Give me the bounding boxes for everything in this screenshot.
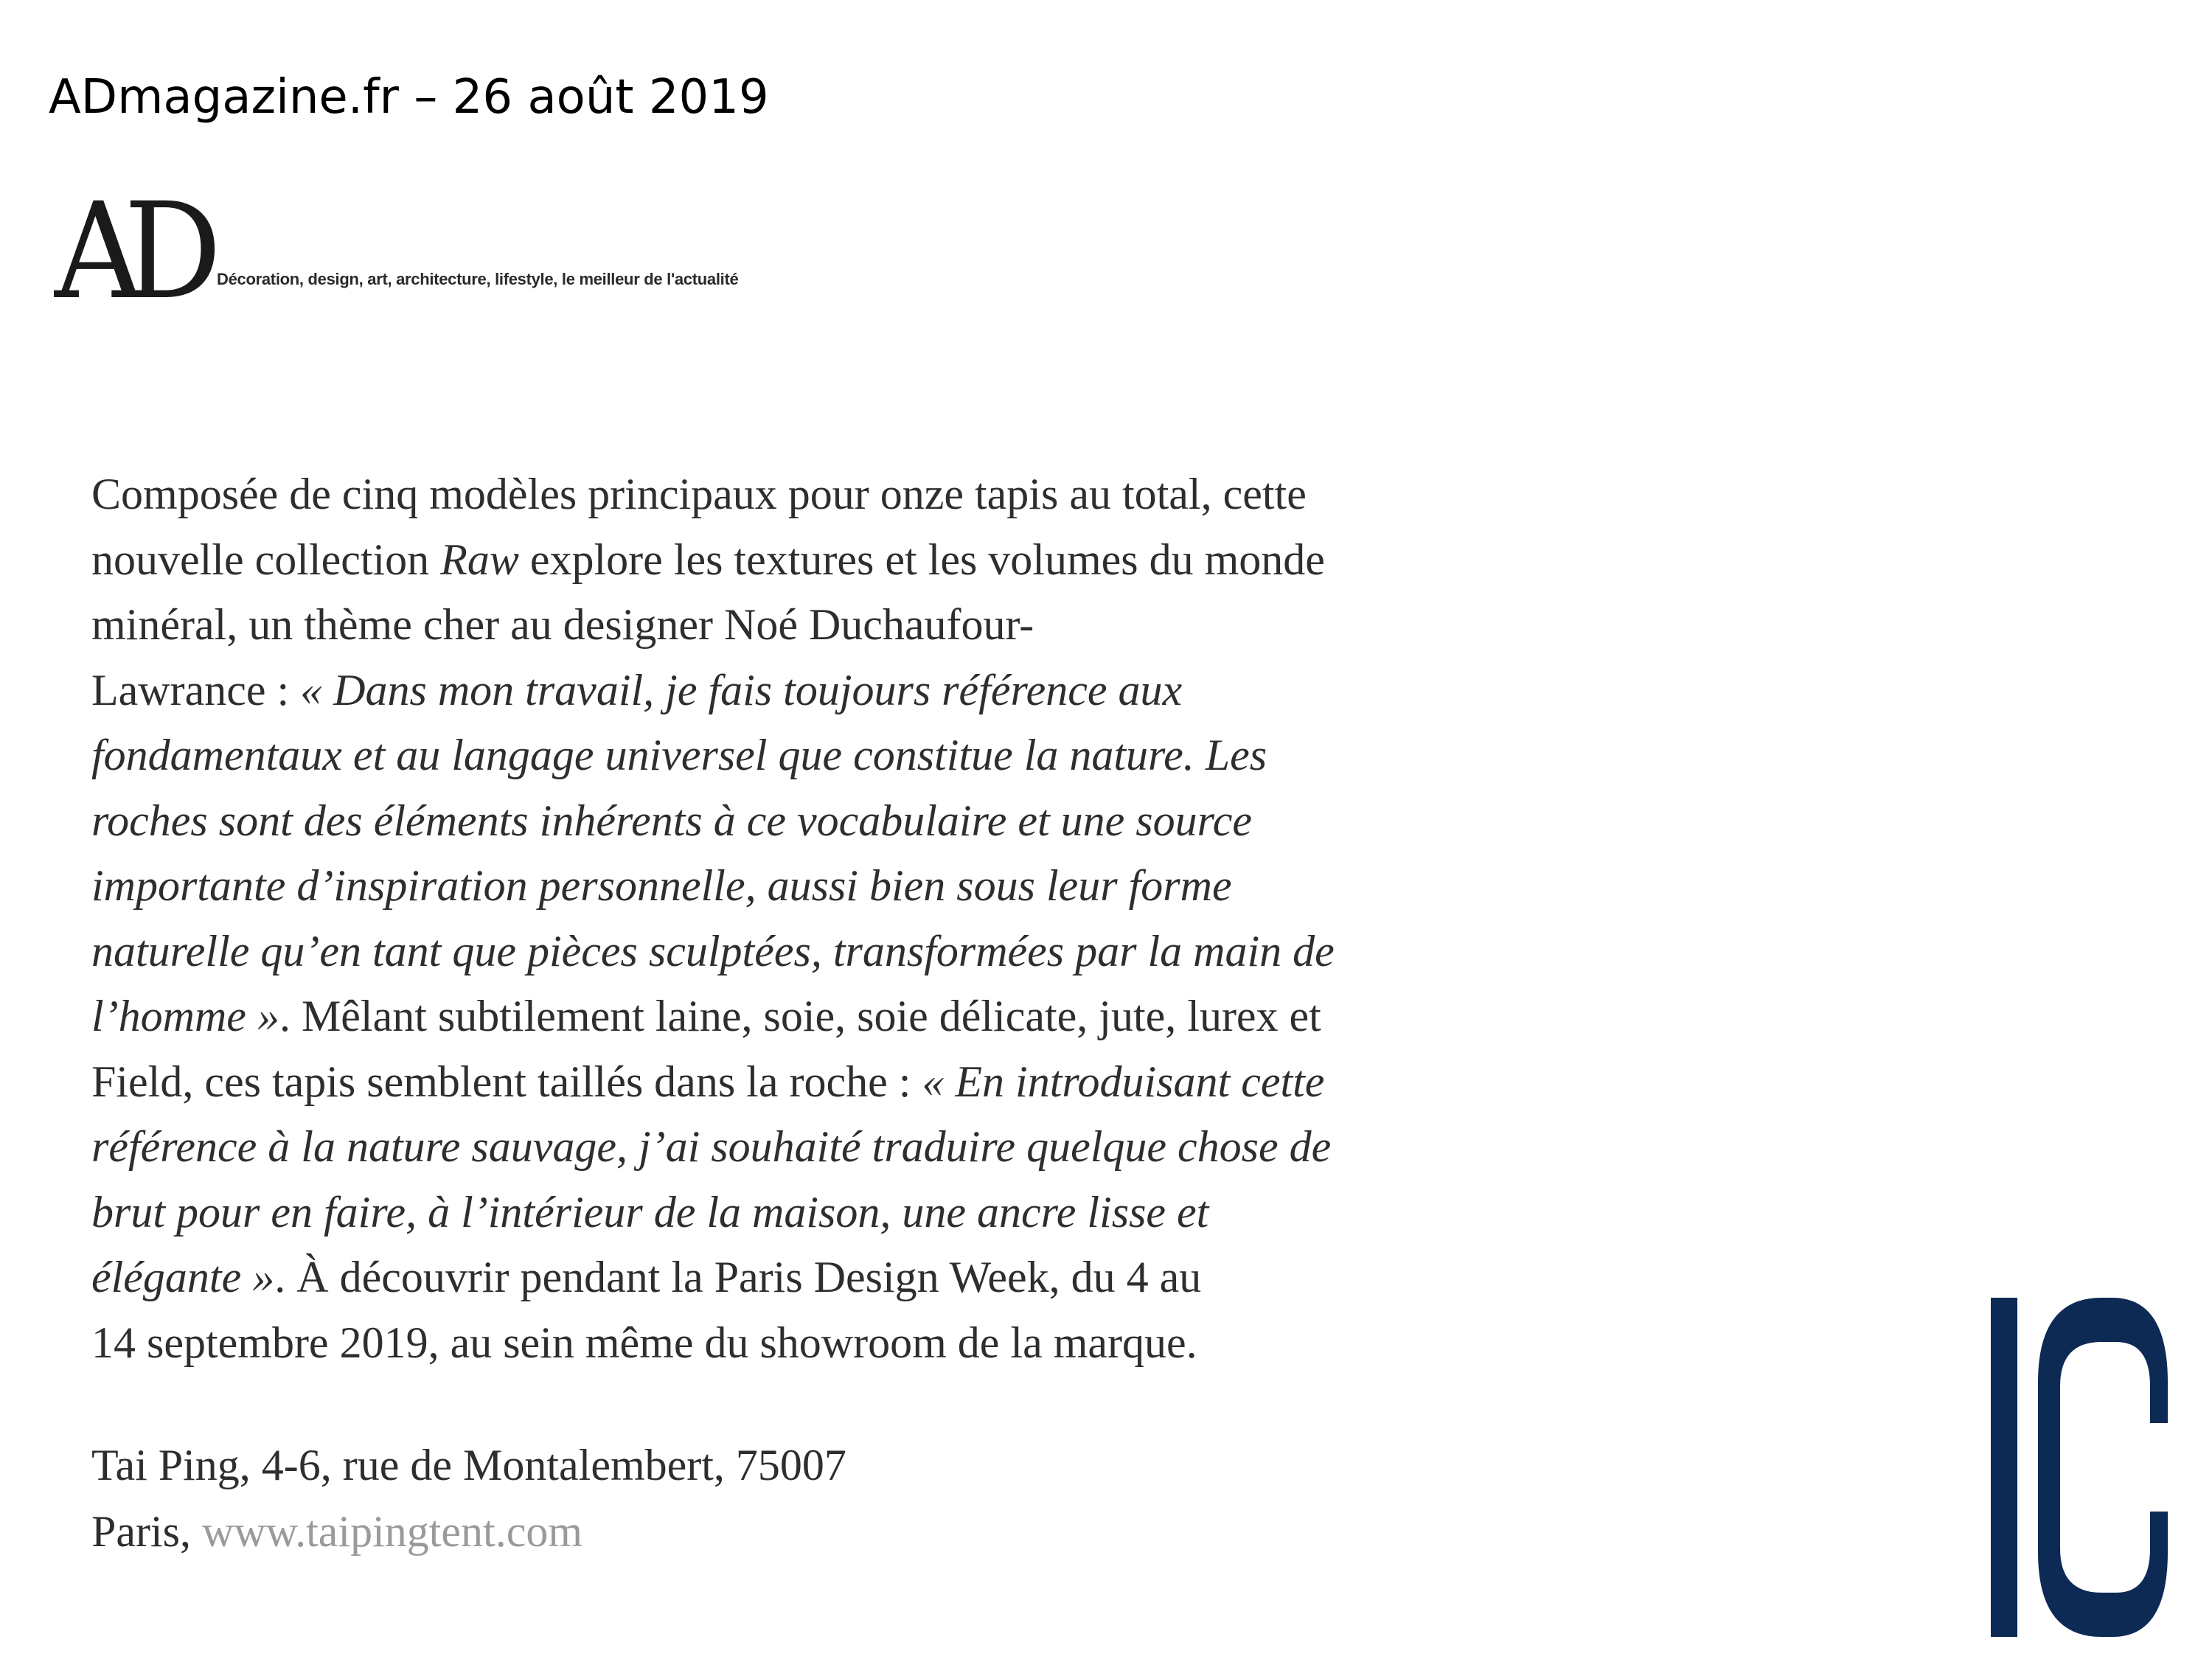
address-line: Tai Ping, 4-6, rue de Montalembert, 75007 bbox=[91, 1441, 846, 1489]
article-italic-text: roches sont des éléments inhérents à ce vocabulaire et une source bbox=[91, 796, 1253, 845]
article-line bbox=[91, 462, 1492, 527]
article-italic-text: brut pour en faire, à l’intérieur de la maison, une ancre lisse et bbox=[91, 1187, 1209, 1237]
article-text: Lawrance : bbox=[91, 665, 301, 714]
article-text: . À découvrir pendant la Paris Design Week, du 4 au bbox=[274, 1253, 1202, 1301]
article-text: Field, ces tapis semblent taillés dans la roche : bbox=[91, 1057, 922, 1106]
article-line bbox=[91, 723, 1492, 788]
article-text: explore les textures et les volumes du monde bbox=[518, 535, 1325, 584]
article-italic-text: Raw bbox=[440, 535, 519, 584]
article-line bbox=[91, 1310, 1492, 1376]
article-line bbox=[91, 984, 1492, 1049]
article-italic-text: élégante » bbox=[91, 1253, 275, 1301]
article-line bbox=[91, 788, 1492, 854]
article-line bbox=[91, 919, 1492, 984]
article-line bbox=[91, 1245, 1492, 1310]
address-block bbox=[91, 1432, 846, 1565]
article-text: 14 septembre 2019, au sein même du showroom de la marque. bbox=[91, 1318, 1197, 1367]
website-link[interactable]: www.taipingtent.com bbox=[202, 1507, 583, 1556]
article-italic-text: référence à la nature sauvage, j’ai souhaité traduire quelque chose de bbox=[91, 1122, 1332, 1171]
article-line bbox=[91, 1049, 1492, 1115]
ad-tagline: Décoration, design, art, architecture, lifestyle, le meilleur de l'actualité bbox=[217, 270, 739, 288]
ad-logo: AD bbox=[55, 175, 203, 329]
ic-logo-icon bbox=[1991, 1298, 2168, 1637]
article-italic-text: « En introduisant cette bbox=[922, 1057, 1325, 1106]
article-italic-text: importante d’inspiration personnelle, aussi bien sous leur forme bbox=[91, 861, 1232, 910]
article-line bbox=[91, 1180, 1492, 1245]
article-text: . Mêlant subtilement laine, soie, soie délicate, jute, lurex et bbox=[279, 992, 1321, 1040]
article-text: minéral, un thème cher au designer Noé Duchaufour- bbox=[91, 600, 1034, 649]
article-line bbox=[91, 527, 1492, 593]
article-line bbox=[91, 1114, 1492, 1180]
address-city-line bbox=[91, 1498, 846, 1565]
source-date-header: ADmagazine.fr – 26 août 2019 bbox=[49, 70, 769, 125]
article-italic-text: naturelle qu’en tant que pièces sculptées, transformées par la main de bbox=[91, 926, 1335, 975]
address-city: Paris, bbox=[91, 1507, 202, 1556]
article-body bbox=[91, 462, 1492, 1375]
article-text: Composée de cinq modèles principaux pour onze tapis au total, cette bbox=[91, 470, 1307, 518]
article-italic-text: « Dans mon travail, je fais toujours référence aux bbox=[300, 665, 1183, 714]
article-italic-text: l’homme » bbox=[91, 992, 279, 1040]
article-line bbox=[91, 592, 1492, 658]
article-line bbox=[91, 853, 1492, 919]
article-italic-text: fondamentaux et au langage universel que constitue la nature. Les bbox=[91, 731, 1267, 779]
article-text: nouvelle collection bbox=[91, 535, 441, 584]
article-line bbox=[91, 658, 1492, 723]
